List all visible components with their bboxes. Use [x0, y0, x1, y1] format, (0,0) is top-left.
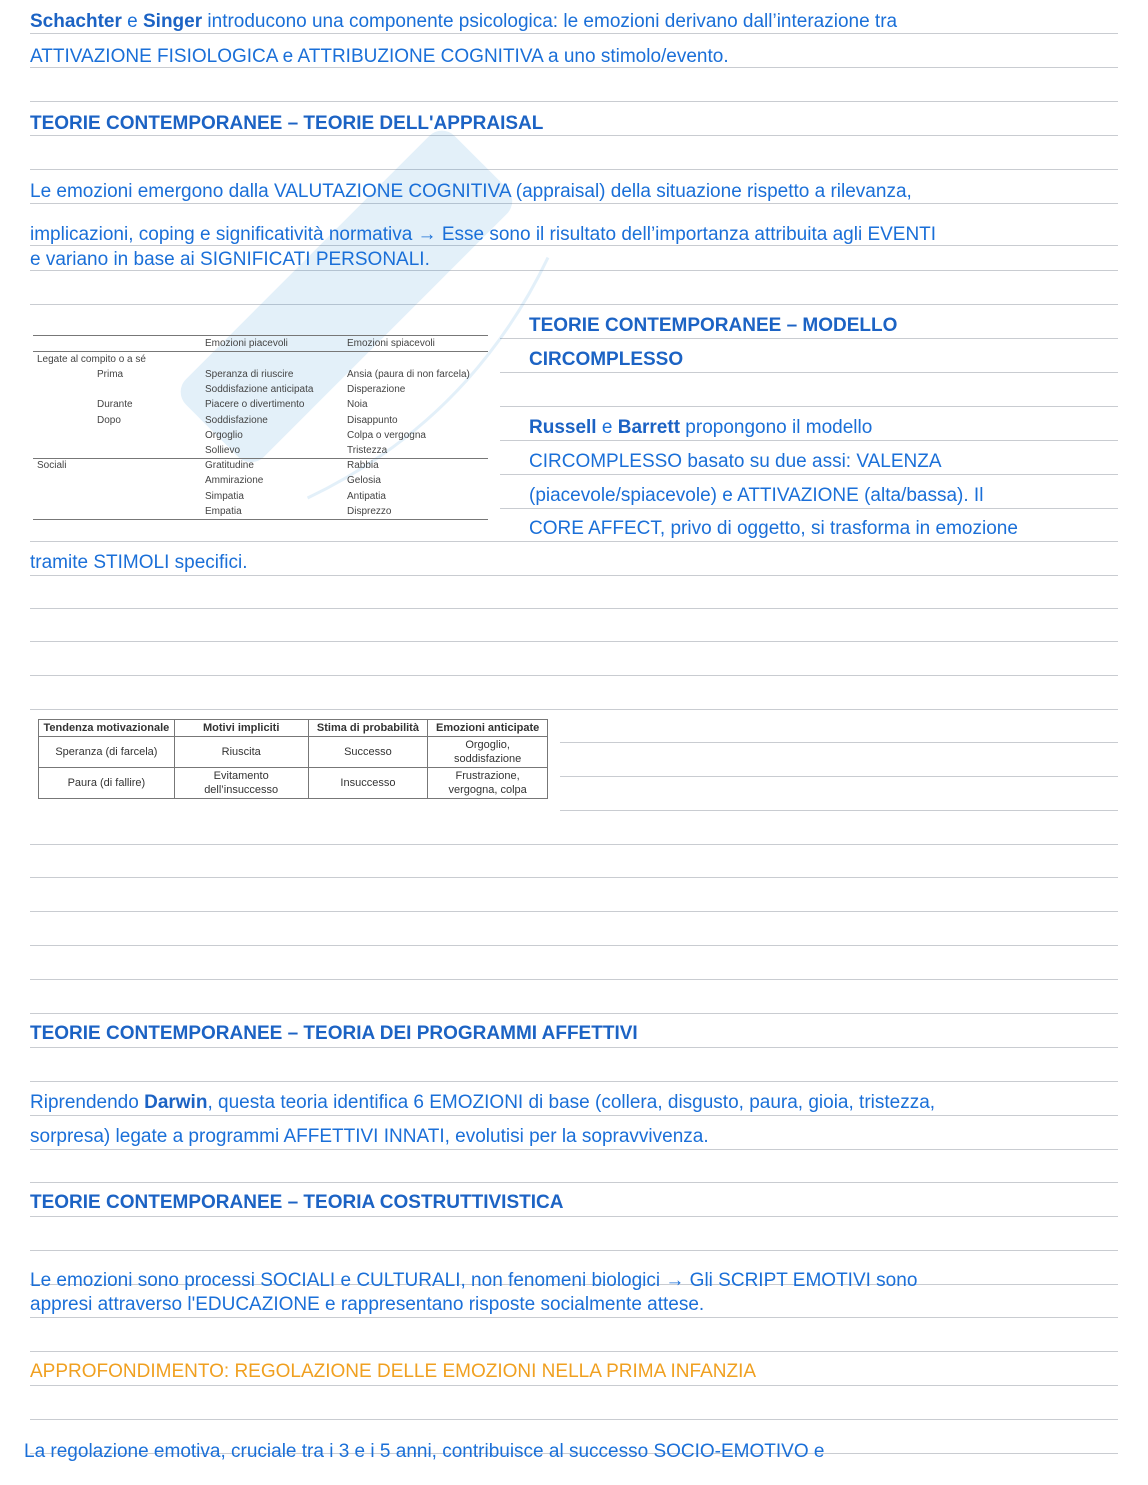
table-cell: Frustrazione, vergogna, colpa: [428, 768, 548, 799]
motivation-table: [38, 719, 548, 799]
circumplex-heading-2: CIRCOMPLESSO: [529, 349, 684, 370]
table-cell: Simpatia: [205, 491, 244, 502]
table-row: [39, 768, 548, 799]
table-cell: Ammirazione: [205, 475, 264, 486]
table-cell: Soddisfazione: [205, 415, 268, 426]
appraisal-line-3: e variano in base ai SIGNIFICATI PERSONALI.: [30, 249, 430, 270]
table-header: Stima di probabilità: [308, 720, 428, 737]
appraisal-line-2: implicazioni, coping e significatività normativa → Esse sono il risultato dell’importanza attribuita agli EVENTI: [30, 224, 937, 245]
constructivist-line-1: Le emozioni sono processi SOCIALI e CULTURALI, non fenomeni biologici → Gli SCRIPT EMOTIVI sono: [30, 1270, 918, 1291]
appraisal-line-1: Le emozioni emergono dalla VALUTAZIONE COGNITIVA (appraisal) della situazione rispetto a rilevanza,: [30, 181, 912, 202]
intro-line-1: Schachter e Singer introducono una componente psicologica: le emozioni derivano dall’interazione tra: [30, 11, 898, 32]
row-sub: Prima: [97, 369, 124, 380]
circumplex-line-5: tramite STIMOLI specifici.: [30, 552, 248, 573]
table-cell: Soddisfazione anticipata: [205, 384, 314, 395]
row-sub: Dopo: [97, 415, 121, 426]
row-sub: Durante: [97, 399, 133, 410]
table-cell: Piacere o divertimento: [205, 399, 305, 410]
table-cell: Disappunto: [347, 415, 398, 426]
circumplex-line-2: CIRCOMPLESSO basato su due assi: VALENZA: [529, 451, 942, 472]
table-cell: Ansia (paura di non farcela): [347, 369, 470, 380]
circumplex-line-3: (piacevole/spiacevole) e ATTIVAZIONE (alta/bassa). Il: [529, 485, 984, 506]
table-header-row: [39, 720, 548, 737]
table-cell: Disprezzo: [347, 506, 392, 517]
table-cell: Orgoglio, soddisfazione: [428, 737, 548, 768]
affective-programs-line-1: Riprendendo Darwin, questa teoria identifica 6 EMOZIONI di base (collera, disgusto, paura, gioia, tristezza,: [30, 1092, 936, 1113]
table-cell: Sollievo: [205, 445, 241, 456]
table-cell: Tristezza: [347, 445, 388, 456]
affective-programs-line-2: sorpresa) legate a programmi AFFETTIVI INNATI, evolutisi per la sopravvivenza.: [30, 1126, 709, 1147]
table-cell: Colpa o vergogna: [347, 430, 426, 441]
col-unpleasant-header: Emozioni spiacevoli: [347, 338, 435, 349]
deep-dive-line-1: La regolazione emotiva, cruciale tra i 3 e i 5 anni, contribuisce al successo SOCIO-EMOTIVO e: [24, 1441, 825, 1462]
table-cell: Disperazione: [347, 384, 406, 395]
table-cell: Noia: [347, 399, 368, 410]
appraisal-heading: TEORIE CONTEMPORANEE – TEORIE DELL'APPRAISAL: [30, 113, 544, 134]
table-cell: Paura (di fallire): [39, 768, 175, 799]
table-cell: Successo: [308, 737, 428, 768]
col-pleasant-header: Emozioni piacevoli: [205, 338, 288, 349]
group-social-label: Sociali: [37, 460, 67, 471]
constructivist-line-2: appresi attraverso l'EDUCAZIONE e rappresentano risposte socialmente attese.: [30, 1294, 705, 1315]
table-header: Emozioni anticipate: [428, 720, 548, 737]
table-header: Tendenza motivazionale: [39, 720, 175, 737]
table-cell: Speranza (di farcela): [39, 737, 175, 768]
deep-dive-heading: APPROFONDIMENTO: REGOLAZIONE DELLE EMOZIONI NELLA PRIMA INFANZIA: [30, 1361, 757, 1382]
intro-line-2: ATTIVAZIONE FISIOLOGICA e ATTRIBUZIONE COGNITIVA a uno stimolo/evento.: [30, 46, 729, 67]
table-row: [39, 737, 548, 768]
table-cell: Antipatia: [347, 491, 386, 502]
group-task-label: Legate al compito o a sé: [37, 354, 146, 365]
table-cell: Evitamento dell’insuccesso: [174, 768, 308, 799]
table-cell: Orgoglio: [205, 430, 243, 441]
table-cell: Gelosia: [347, 475, 381, 486]
table-header: Motivi impliciti: [174, 720, 308, 737]
table-cell: Rabbia: [347, 460, 379, 471]
table-cell: Speranza di riuscire: [205, 369, 294, 380]
table-cell: Insuccesso: [308, 768, 428, 799]
table-cell: Empatia: [205, 506, 242, 517]
constructivist-heading: TEORIE CONTEMPORANEE – TEORIA COSTRUTTIVISTICA: [30, 1192, 564, 1213]
table-cell: Gratitudine: [205, 460, 254, 471]
affective-programs-heading: TEORIE CONTEMPORANEE – TEORIA DEI PROGRAMMI AFFETTIVI: [30, 1023, 638, 1044]
circumplex-line-4: CORE AFFECT, privo di oggetto, si trasforma in emozione: [529, 518, 1018, 539]
table-cell: Riuscita: [174, 737, 308, 768]
circumplex-line-1: Russell e Barrett propongono il modello: [529, 417, 873, 438]
circumplex-heading-1: TEORIE CONTEMPORANEE – MODELLO: [529, 315, 898, 336]
